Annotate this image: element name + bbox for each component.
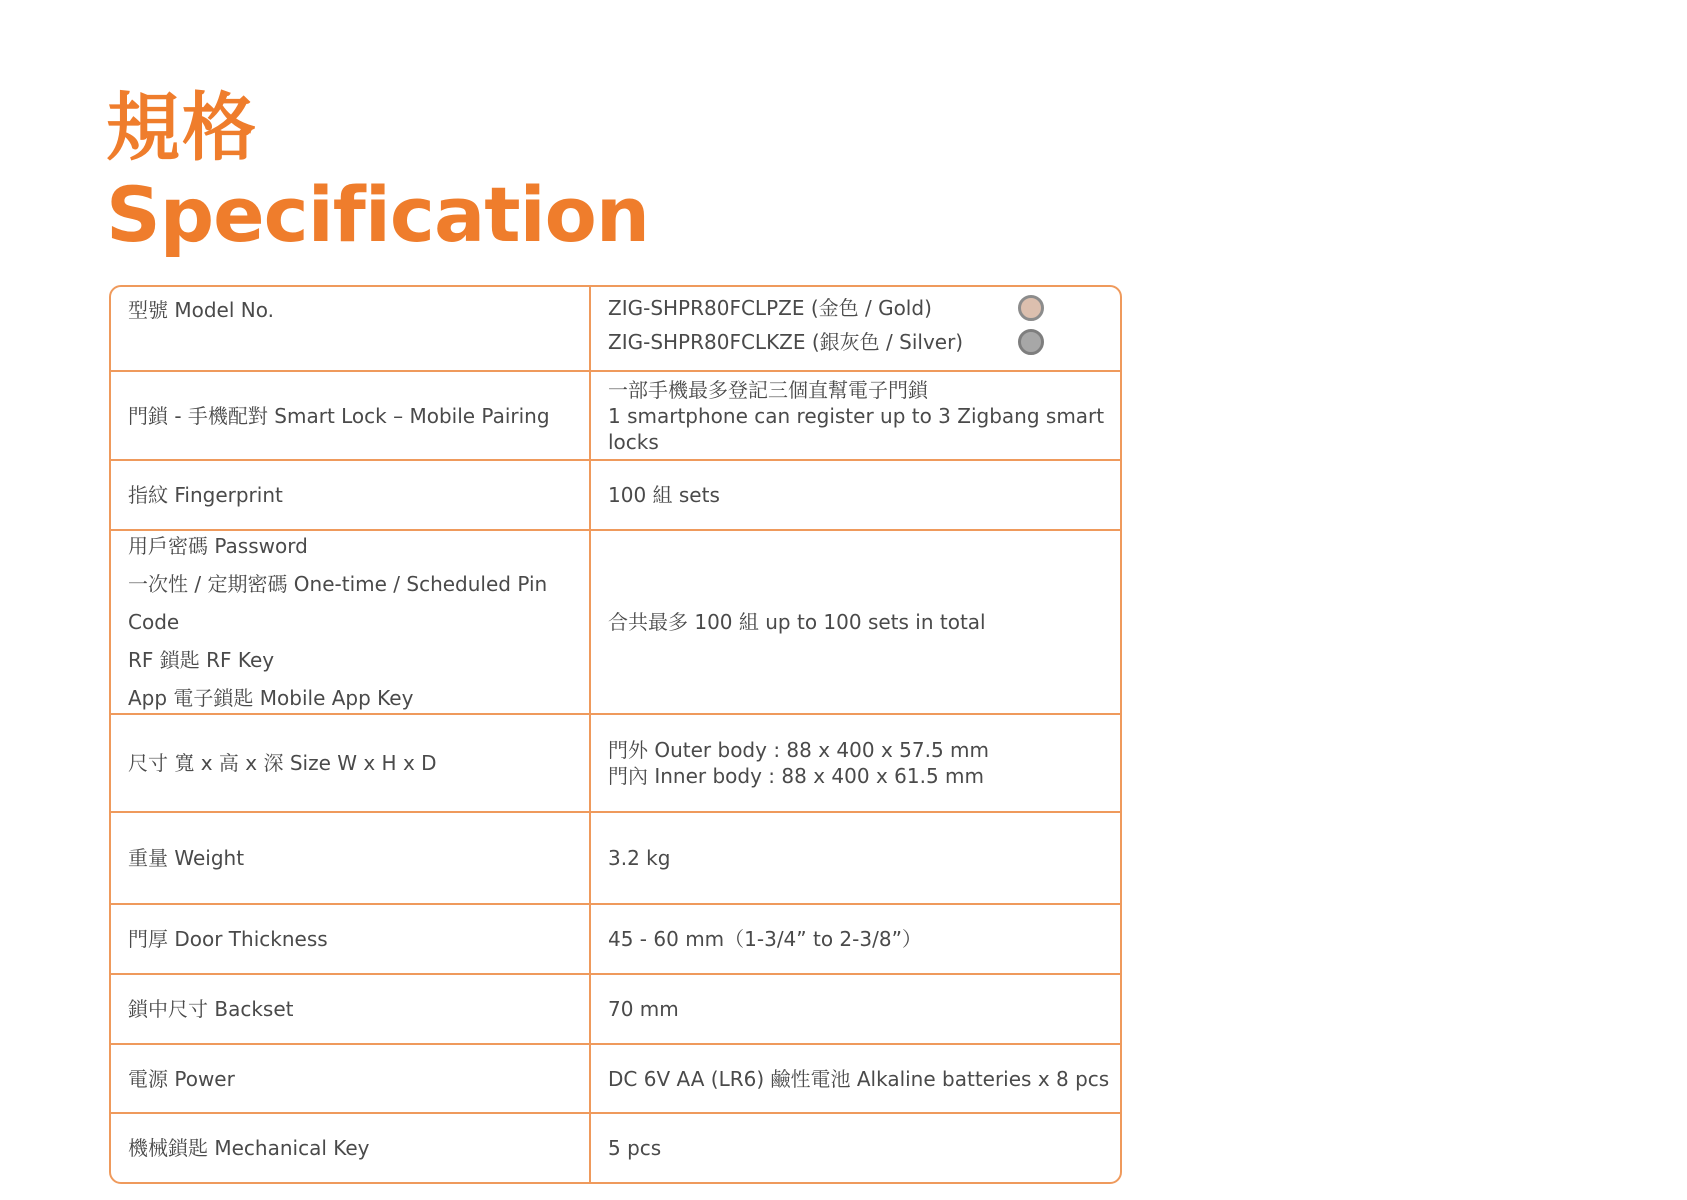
spec-row-access-methods [111, 531, 1120, 715]
spec-value-line: 45 - 60 mm（1-3/4” to 2-3/8”） [608, 927, 922, 951]
spec-value [591, 531, 1120, 713]
model-gold [608, 291, 1120, 325]
spec-value-line: 5 pcs [608, 1136, 662, 1160]
spec-value-line: 3.2 kg [608, 846, 671, 870]
spec-label [111, 715, 591, 811]
spec-value [591, 975, 1120, 1043]
spec-label [111, 905, 591, 973]
spec-value [591, 905, 1120, 973]
spec-row-weight [111, 813, 1120, 905]
spec-label-text: 型號 Model No. [128, 298, 274, 322]
model-gold-text: ZIG-SHPR80FCLPZE (金色 / Gold) [608, 296, 932, 320]
spec-label-text: 電源 Power [128, 1066, 235, 1091]
spec-value-line: 70 mm [608, 997, 679, 1021]
spec-value-line: 1 smartphone can register up to 3 Zigbang smart locks [608, 403, 1105, 454]
spec-value-line: 門外 Outer body : 88 x 400 x 57.5 mm [608, 738, 989, 762]
spec-label-text: 鎖中尺寸 Backset [128, 997, 294, 1021]
spec-row-backset [111, 975, 1120, 1045]
spec-label [111, 1114, 591, 1182]
page-title [106, 86, 649, 260]
spec-value [591, 372, 1120, 459]
spec-row-model [111, 287, 1120, 372]
spec-label [111, 372, 591, 459]
spec-row-size [111, 715, 1120, 813]
model-silver-text: ZIG-SHPR80FCLKZE (銀灰色 / Silver) [608, 330, 964, 354]
spec-value [591, 1045, 1120, 1112]
specification-table [109, 285, 1122, 1184]
gold-color-swatch [1018, 295, 1044, 321]
spec-label-text: 門厚 Door Thickness [128, 927, 328, 951]
model-silver [608, 325, 1120, 359]
spec-label [111, 975, 591, 1043]
spec-value-line: 100 組 sets [608, 483, 720, 507]
spec-value-line: 合共最多 100 組 up to 100 sets in total [608, 610, 986, 634]
spec-label-line: 用戶密碼 Password [128, 534, 308, 558]
spec-label-line: 一次性 / 定期密碼 One-time / Scheduled Pin Code [128, 572, 548, 634]
spec-value [591, 813, 1120, 903]
spec-label [111, 813, 591, 903]
title-english: Specification [106, 170, 649, 259]
spec-value [591, 1114, 1120, 1182]
title-chinese: 規格 [106, 85, 258, 171]
spec-label-text: 門鎖 - 手機配對 Smart Lock – Mobile Pairing [128, 403, 550, 428]
silver-color-swatch [1018, 329, 1044, 355]
spec-value-line: DC 6V AA (LR6) 鹼性電池 Alkaline batteries x 8 pcs [608, 1066, 1110, 1091]
spec-value [591, 715, 1120, 811]
spec-label-text: 重量 Weight [128, 846, 245, 870]
spec-row-fingerprint [111, 461, 1120, 531]
spec-label-line: RF 鎖匙 RF Key [128, 648, 275, 672]
spec-label [111, 287, 591, 370]
spec-label-text: 機械鎖匙 Mechanical Key [128, 1136, 370, 1160]
spec-value-line: 一部手機最多登記三個直幫電子門鎖 [608, 377, 928, 402]
spec-label [111, 461, 591, 529]
spec-row-mechanical-key [111, 1114, 1120, 1182]
spec-label-line: App 電子鎖匙 Mobile App Key [128, 686, 414, 710]
spec-row-mobile-pairing [111, 372, 1120, 461]
spec-label-text: 指紋 Fingerprint [128, 483, 283, 507]
spec-label [111, 1045, 591, 1112]
spec-label [111, 531, 591, 713]
spec-row-power [111, 1045, 1120, 1114]
spec-label-text: 尺寸 寬 x 高 x 深 Size W x H x D [128, 751, 437, 775]
spec-value [591, 461, 1120, 529]
spec-value-line: 門內 Inner body : 88 x 400 x 61.5 mm [608, 764, 984, 788]
spec-row-door-thickness [111, 905, 1120, 975]
spec-value [591, 287, 1120, 370]
